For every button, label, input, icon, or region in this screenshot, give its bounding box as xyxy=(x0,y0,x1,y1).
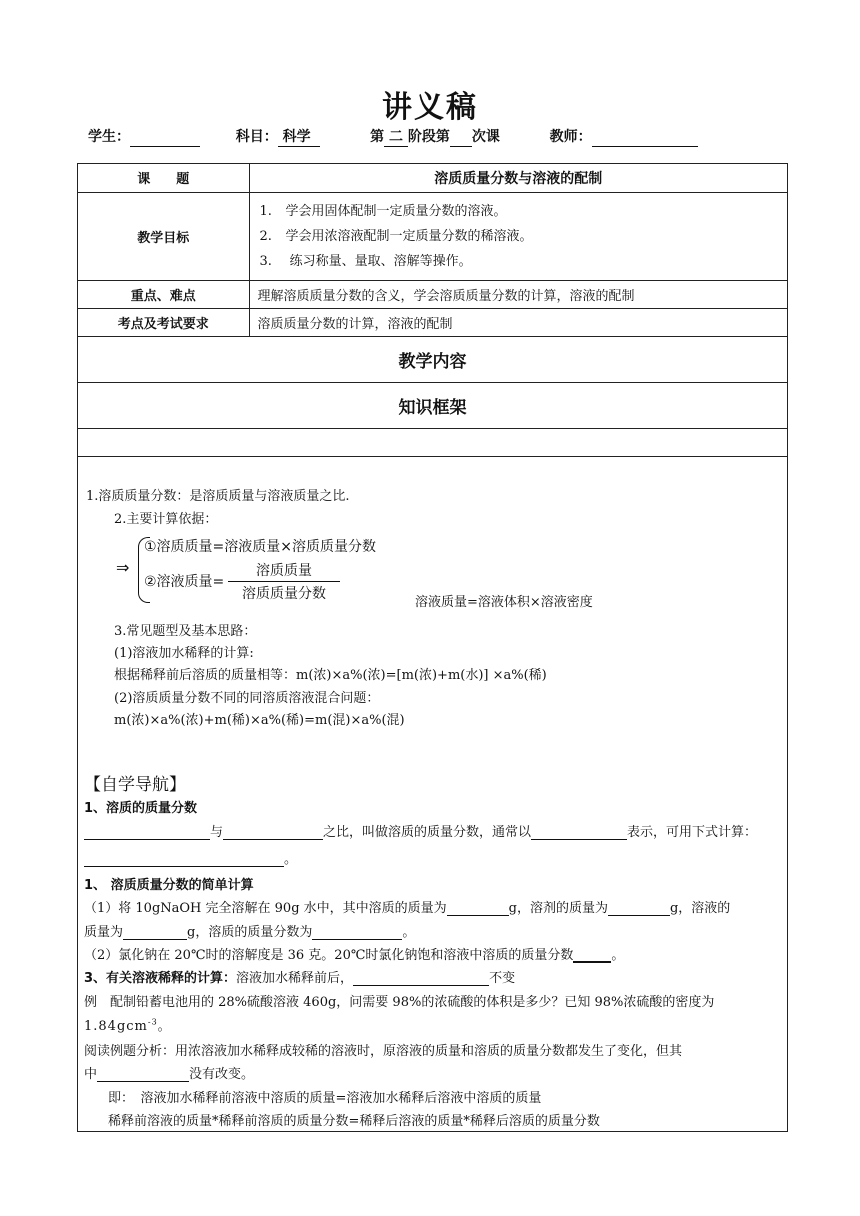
exam-value: 溶质质量分数的计算，溶液的配制 xyxy=(249,308,787,336)
fill-blank[interactable] xyxy=(97,1066,189,1082)
question-1-line-1: （1）将 10gNaOH 完全溶解在 90g 水中，其中溶质的质量为 g，溶剂的质量为 g，溶液的 xyxy=(84,901,731,916)
section-2-title: 1、 溶质质量分数的简单计算 xyxy=(84,878,254,893)
section-1-title: 1、溶质的质量分数 xyxy=(84,801,198,816)
lesson-frame xyxy=(77,163,788,1132)
key-value: 理解溶质质量分数的含义，学会溶质质量分数的计算，溶液的配制 xyxy=(249,280,787,308)
stage-value: 二 xyxy=(384,126,408,147)
question-1-line-2: 质量为 g，溶质的质量分数为 。 xyxy=(84,925,416,940)
student-label: 学生： xyxy=(88,129,130,145)
subject-label: 科目： xyxy=(235,129,278,145)
section-1-line-2: 。 xyxy=(84,848,297,867)
fraction-numerator: 溶质质量 xyxy=(256,563,312,579)
dilution-formula: 根据稀释前后溶质的质量相等：m(浓)×a%(浓)=[m(浓)+m(水)] ×a%(稀) xyxy=(114,668,547,683)
stage-suffix: 次课 xyxy=(471,129,500,145)
key-row xyxy=(78,280,787,308)
fill-blank[interactable] xyxy=(531,824,627,840)
fill-blank[interactable] xyxy=(84,824,210,840)
empty-row xyxy=(78,428,787,456)
fill-blank[interactable] xyxy=(223,824,323,840)
formula-1: ①溶质质量=溶液质量×溶质质量分数 xyxy=(144,539,377,555)
teacher-blank xyxy=(592,131,698,147)
section-1-line-1: 与 之比，叫做溶质的质量分数，通常以 表示，可用下式计算： xyxy=(84,821,757,840)
example-line-2: 1.84gcm$^{-3}$。 xyxy=(84,1017,172,1034)
formula-3: 溶液质量=溶液体积×溶液密度 xyxy=(415,595,593,610)
fill-blank[interactable] xyxy=(312,924,402,940)
student-blank xyxy=(130,131,200,147)
formula-2-lhs: ②溶液质量= xyxy=(144,574,225,590)
goals-list xyxy=(249,192,787,280)
goal-item: 1. 学会用固体配制一定质量分数的溶液。 xyxy=(259,203,507,219)
fill-blank[interactable] xyxy=(573,947,611,963)
mixing-formula: m(浓)×a%(浓)+m(稀)×a%(稀)=m(混)×a%(混) xyxy=(114,713,405,728)
section-3-title: 3、有关溶液稀释的计算： xyxy=(84,971,237,986)
fraction-denominator: 溶质质量分数 xyxy=(242,586,326,602)
topic-label: 课 题 xyxy=(78,164,249,192)
goals-row xyxy=(78,192,787,280)
goal-item: 2. 学会用浓溶液配制一定质量分数的稀溶液。 xyxy=(259,228,533,244)
equation-line-2: 稀释前溶液的质量*稀释前溶质的质量分数=稀释后溶液的质量*稀释后溶质的质量分数 xyxy=(108,1114,600,1129)
fill-blank[interactable] xyxy=(353,970,489,986)
content-header: 教学内容 xyxy=(78,336,787,382)
lesson-blank xyxy=(450,131,472,147)
stage-mid: 阶段第 xyxy=(407,129,450,145)
fill-blank[interactable] xyxy=(447,900,509,916)
exam-row xyxy=(78,308,787,336)
info-table xyxy=(78,164,787,457)
analysis-line-2: 中 没有改变。 xyxy=(84,1067,255,1082)
teacher-label: 教师： xyxy=(549,129,592,145)
equation-line-1: 即： 溶液加水稀释前溶液中溶质的质量=溶液加水稀释后溶液中溶质的质量 xyxy=(108,1091,542,1106)
topic-row xyxy=(78,164,787,192)
content-header-row xyxy=(78,336,787,382)
document-title: 讲义稿 xyxy=(382,90,478,125)
mixing-heading: (2)溶质质量分数不同的同溶质溶液混合问题： xyxy=(114,691,380,706)
goals-label: 教学目标 xyxy=(78,192,249,280)
framework-header: 知识框架 xyxy=(78,382,787,428)
implies-arrow: ⇒ xyxy=(116,558,130,577)
fill-blank[interactable] xyxy=(84,851,284,867)
example-line-1: 例 配制铅蓄电池用的 28%硫酸溶液 460g，问需要 98%的浓硫酸的体积是多少？已知 98%浓硫酸的密度为 xyxy=(84,995,715,1010)
header-meta xyxy=(88,126,788,147)
section-3-line: 3、有关溶液稀释的计算：溶液加水稀释前后， 不变 xyxy=(84,971,516,986)
key-label: 重点、难点 xyxy=(78,280,249,308)
topic-value: 溶质质量分数与溶液的配制 xyxy=(249,164,787,192)
framework-header-row xyxy=(78,382,787,428)
analysis-line-1: 阅读例题分析：用浓溶液加水稀释成较稀的溶液时，原溶液的质量和溶质的质量分数都发生了变化，但其 xyxy=(84,1044,683,1059)
formula-2-fraction xyxy=(228,560,340,603)
exam-label: 考点及考试要求 xyxy=(78,308,249,336)
dilution-heading: (1)溶液加水稀释的计算: xyxy=(114,646,254,661)
self-study-title: 【自学导航】 xyxy=(84,775,186,795)
fill-blank[interactable] xyxy=(123,924,187,940)
stage-prefix: 第 xyxy=(370,129,385,145)
subject-value: 科学 xyxy=(278,126,321,147)
goal-item: 3. 练习称量、量取、溶解等操作。 xyxy=(259,253,472,269)
basis-heading: 2.主要计算依据： xyxy=(114,512,218,527)
definition-text: 1.溶质质量分数：是溶质质量与溶液质量之比. xyxy=(86,489,350,504)
question-types-heading: 3.常见题型及基本思路： xyxy=(114,624,257,639)
question-2: （2）氯化钠在 20℃时的溶解度是 36 克。20℃时氯化钠饱和溶液中溶质的质量分数 。 xyxy=(84,948,625,963)
fill-blank[interactable] xyxy=(608,900,670,916)
